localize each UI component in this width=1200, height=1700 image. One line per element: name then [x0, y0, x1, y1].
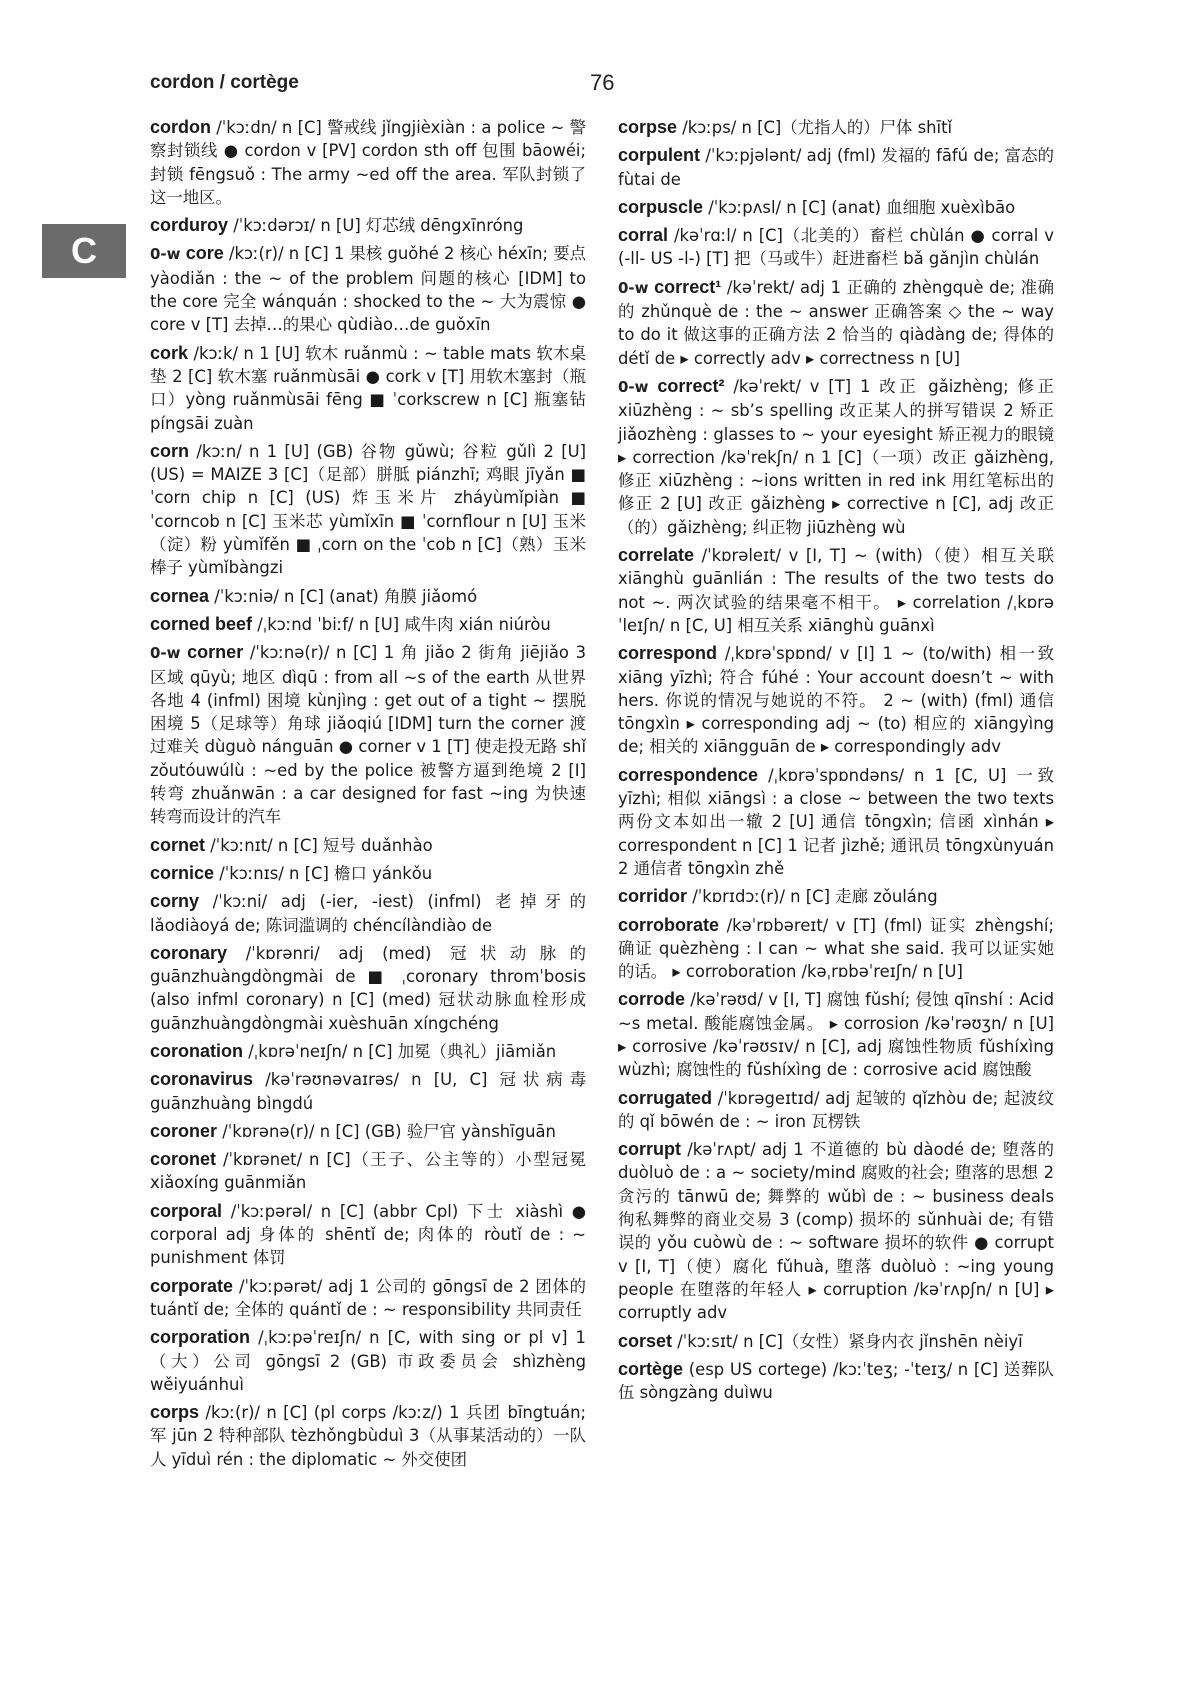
headword: coronet [150, 1149, 217, 1170]
dictionary-entry [150, 1200, 586, 1270]
entry-definition: /ˈkɔːsɪt/ n [C]（女性）紧身内衣 jǐnshēn nèiyī [677, 1331, 1023, 1351]
entry-definition: (esp US cortege) /kɔːˈteʒ; -ˈteɪʒ/ n [C] 送葬队伍 sòngzàng duìwu [618, 1359, 1054, 1403]
entry-definition: /ˌkɒrəˈspɒndəns/ n 1 [C, U] 一致 yīzhì; 相似 xiāngsì : a close ~ between the two texts 两份文本如出一辙 2 [U] 通信 tōngxìn; 信函 xìnhán ▸ correspondent n [C] 1 记者 jìzhě; 通讯员 tōngxùnyuán 2 通信者 tōngxìn zhě [618, 765, 1054, 878]
dictionary-entry [618, 116, 1054, 139]
dictionary-entry [150, 613, 586, 636]
entry-definition: /ˈkɒrɪdɔː(r)/ n [C] 走廊 zǒuláng [692, 887, 938, 907]
dictionary-entry [150, 585, 586, 608]
entry-definition: /ˈkɔːdn/ n [C] 警戒线 jǐngjièxiàn : a police ~ 警察封锁线 ● cordon v [PV] cordon sth off 包围 bāowéi; 封锁 fēngsuǒ : The army ~ed off the area. 军队封锁了这一地区。 [150, 118, 586, 207]
headword: cork [150, 342, 189, 363]
headword: corned beef [150, 613, 253, 634]
headword: coronavirus [150, 1069, 254, 1090]
dictionary-entry [150, 116, 586, 209]
dictionary-entry [150, 890, 586, 937]
headword: core [185, 243, 224, 264]
letter-thumb-tab: C [42, 224, 126, 278]
headword: corrugated [618, 1087, 713, 1108]
dictionary-entry [618, 224, 1054, 271]
entry-definition: /ˌkɔːpəˈreɪʃn/ n [C, with sing or pl v] 1（大）公司 gōngsī 2 (GB) 市政委员会 shìzhèng wěiyuánhuì [150, 1328, 586, 1394]
dictionary-entry [618, 1330, 1054, 1353]
entry-definition: /kəˈrəʊnəvaɪrəs/ n [U, C] 冠状病毒 guānzhuàng bìngdú [150, 1070, 586, 1113]
oxford-key-icon: 0-w [150, 644, 188, 663]
headword: corporate [150, 1275, 234, 1296]
dictionary-entry [618, 144, 1054, 191]
oxford-key-icon: 0-w [618, 377, 658, 396]
dictionary-entry [150, 1326, 586, 1396]
entry-definition: /ˈkɔːnɪs/ n [C] 檐口 yánkǒu [219, 863, 433, 883]
headword: corpse [618, 117, 678, 137]
entry-definition: /ˈkɔːdərɔɪ/ n [U] 灯芯绒 dēngxīnróng [233, 216, 524, 236]
left-column [150, 116, 586, 1476]
entry-definition: /ˈkɔːnə(r)/ n [C] 1 角 jiǎo 2 街角 jiējiǎo 3 区域 qūyù; 地区 dìqū : from all ~s of the earth 从世界各地 4 (infml) 困境 kùnjìng : get out of a tight ~ 摆脱困境 5（足球等）角球 jiǎoqiú [IDM] turn the corner 渡过难关 dùguò nánguān ● corner v 1 [T] 使走投无路 shǐ zǒutóuwúlù : ~ed by the police 被警方逼到绝境 2 [I] 转弯 zhuǎnwān : a car designed for fast ~ing 为快速转弯而设计的汽车 [150, 643, 586, 827]
dictionary-entry [618, 914, 1054, 984]
dictionary-entry [618, 642, 1054, 758]
headword: corner [187, 642, 244, 663]
headword: correct² [657, 375, 725, 396]
dictionary-entry [150, 214, 586, 237]
headword: corporation [150, 1327, 251, 1348]
headword: coronary [150, 942, 228, 963]
page-number: 76 [590, 70, 615, 95]
dictionary-entry [150, 862, 586, 885]
headword: coronation [150, 1040, 243, 1061]
entry-definition: /ˈkɔːpərəl/ n [C] (abbr Cpl) 下士 xiàshì ● corporal adj 身体的 shēntǐ de; 肉体的 ròutǐ de : ~ punishment 体罚 [150, 1201, 586, 1268]
headword: corset [618, 1330, 673, 1351]
dictionary-entry [150, 942, 586, 1035]
dictionary-entry [618, 196, 1054, 219]
headword: correct¹ [654, 276, 722, 297]
dictionary-entry [618, 1087, 1054, 1134]
dictionary-entry [150, 440, 586, 580]
entry-definition: /ˈkɔːnɪt/ n [C] 短号 duǎnhào [210, 835, 433, 855]
entry-definition: /kɔːn/ n 1 [U] (GB) 谷物 gǔwù; 谷粒 gǔlì 2 [U] (US) = MAIZE 3 [C]（足部）胼胝 piánzhī; 鸡眼 jīyǎn ■ ˈcorn chip n [C] (US) 炸玉米片 zháyùmǐpiàn ■ ˈcorncob n [C] 玉米芯 yùmǐxīn ■ ˈcornflour n [U] 玉米（淀）粉 yùmǐfěn ■ ˌcorn on the ˈcob n [C]（熟）玉米棒子 yùmǐbàngzi [150, 441, 586, 578]
running-head: cordon / cortège [150, 72, 299, 93]
entry-definition: /kəˈrɑːl/ n [C]（北美的）畜栏 chùlán ● corral v (-ll- US -l-) [T] 把（马或牛）赶进畜栏 bǎ gǎnjìn chùlán [618, 226, 1054, 269]
dictionary-entry [150, 641, 586, 828]
dictionary-entry [618, 375, 1054, 539]
dictionary-entry [618, 544, 1054, 637]
headword: corrupt [618, 1139, 681, 1160]
entry-definition: /ˈkɔːpərət/ adj 1 公司的 gōngsī de 2 团体的 tuántǐ de; 全体的 quántǐ de : ~ responsibility 共同责任 [150, 1276, 586, 1319]
entry-definition: /ˌkɒrəˈspɒnd/ v [I] 1 ~ (to/with) 相一致 xiāng yīzhì; 符合 fúhé : Your account doesn’t ~ with hers. 你说的情况与她说的不符。 2 ~ (with) (fml) 通信 tōngxìn ▸ corresponding adj ~ (to) 相应的 xiāngyìng de; 相关的 xiāngguān de ▸ correspondingly adv [618, 644, 1054, 757]
entry-definition: /kəˈrekt/ v [T] 1 改正 gǎizhèng; 修正 xiūzhèng : ~ sb’s spelling 改正某人的拼写错误 2 矫正 jiǎozhèng : glasses to ~ your eyesight 矫正视力的眼镜 ▸ correction /kəˈrekʃn/ n 1 [C]（一项）改正 gǎizhèng, 修正 xiūzhèng : ~ions written in red ink 用红笔标出的修正 2 [U] 改正 gǎizhèng ▸ corrective n [C], adj 改正（的）gǎizhèng; 纠正物 jiūzhèng wù [618, 376, 1055, 537]
entry-definition: /ˈkɒrənə(r)/ n [C] (GB) 验尸官 yànshīguān [222, 1121, 556, 1141]
headword: corn [150, 440, 190, 461]
headword: cortège [618, 1358, 684, 1379]
dictionary-entry [150, 834, 586, 857]
dictionary-entry [150, 342, 586, 435]
entry-definition: /ˈkɔːpjələnt/ adj (fml) 发福的 fāfú de; 富态的 fùtai de [618, 146, 1054, 189]
dictionary-entry [150, 1040, 586, 1063]
entry-definition: /ˈkɔːpʌsl/ n [C] (anat) 血细胞 xuèxìbāo [708, 197, 1016, 217]
entry-definition: /ˈkɒrənet/ n [C]（王子、公主等的）小型冠冕 xiǎoxíng guānmiǎn [150, 1150, 586, 1193]
entry-definition: /kəˈrəʊd/ v [I, T] 腐蚀 fǔshí; 侵蚀 qīnshí : Acid ~s metal. 酸能腐蚀金属。 ▸ corrosion /kəˈrəʊʒn/ n [U] ▸ corrosive /kəˈrəʊsɪv/ n [C], adj 腐蚀性物质 fǔshíxìng wùzhì; 腐蚀性的 fǔshíxìng de : corrosive acid 腐蚀酸 [618, 990, 1054, 1080]
dictionary-entry [150, 242, 586, 336]
headword: cornea [150, 585, 210, 606]
headword: corps [150, 1402, 200, 1423]
headword: corroborate [618, 914, 720, 935]
dictionary-entry [150, 1068, 586, 1115]
dictionary-entry [618, 1138, 1054, 1324]
entry-definition: /ˈkɔːni/ adj (-ier, -iest) (infml) 老掉牙的 lǎodiàoyá de; 陈词滥调的 chéncílàndiào de [150, 892, 586, 935]
dictionary-entry [618, 885, 1054, 908]
entry-definition: /ˈkɔːniə/ n [C] (anat) 角膜 jiǎomó [214, 586, 478, 606]
dictionary-entry [618, 1358, 1054, 1405]
headword: correspond [618, 643, 718, 664]
entry-definition: /kɔːps/ n [C]（尤指人的）尸体 shītǐ [682, 118, 953, 137]
entry-definition: /kəˈrɒbəreɪt/ v [T] (fml) 证实 zhèngshí; 确证 quèzhèng : I can ~ what she said. 我可以证实她的话。 ▸ corroboration /kəˌrɒbəˈreɪʃn/ n [U] [618, 915, 1054, 982]
entry-definition: /kɔː(r)/ n [C] 1 果核 guǒhé 2 核心 héxīn; 要点 yàodiǎn : the ~ of the problem 问题的核心 [IDM] to the core 完全 wánquán : shocked to the ~ 大为震惊 ● core v [T] 去掉…的果心 qùdiào…de guǒxīn [150, 244, 586, 335]
oxford-key-icon: 0-w [150, 245, 186, 264]
entry-definition: /kəˈrʌpt/ adj 1 不道德的 bù dàodé de; 堕落的 duòluò de : a ~ society/mind 腐败的社会; 堕落的思想 2 贪污的 tānwū de; 舞弊的 wǔbì de : ~ business deals 徇私舞弊的商业交易 3 (comp) 损坏的 sǔnhuài de; 有错误的 yǒu cuòwù de : ~ software 损坏的软件 ● corrupt v [I, T]（使）腐化 fǔhuà, 堕落 duòluò : ~ing young people 在堕落的年轻人 ▸ corruption /kəˈrʌpʃn/ n [U] ▸ corruptly adv [618, 1140, 1054, 1323]
headword: cornet [150, 834, 206, 855]
dictionary-entry [618, 988, 1054, 1081]
entry-definition: /ˈkɒrənri/ adj (med) 冠状动脉的 guānzhuàngdòngmài de ■ ˌcoronary thromˈbosis (also infml coronary) n [C] (med) 冠状动脉血栓形成 guānzhuàngdòngmài xuèshuān xíngchéng [150, 943, 587, 1033]
entry-definition: /ˈkɒrəgeɪtɪd/ adj 起皱的 qǐzhòu de; 起波纹的 qǐ bōwén de : ~ iron 瓦楞铁 [618, 1088, 1054, 1131]
entry-definition: /kɔː(r)/ n [C] (pl corps /kɔːz/) 1 兵团 bīngtuán; 军 jūn 2 特种部队 tèzhǒngbùduì 3（从事某活动的）一队人 yīduì rén : the diplomatic ~ 外交使团 [150, 1403, 586, 1469]
headword: corpulent [618, 145, 701, 166]
dictionary-entry [618, 764, 1054, 880]
dictionary-entry [150, 1401, 586, 1471]
dictionary-entry [618, 276, 1054, 370]
headword: corral [618, 225, 669, 246]
headword: corduroy [150, 215, 229, 236]
entry-definition: /kəˈrekt/ adj 1 正确的 zhèngquè de; 准确的 zhǔnquè de : the ~ answer 正确答案 ◇ the ~ way to do it 做这事的正确方法 2 恰当的 qiàdàng de; 得体的 détǐ de ▸ correctly adv ▸ correctness n [U] [618, 277, 1054, 368]
headword: corporal [150, 1200, 223, 1221]
dictionary-entry [150, 1148, 586, 1195]
headword: coroner [150, 1120, 218, 1141]
headword: cordon [150, 117, 211, 137]
headword: corridor [618, 886, 688, 907]
oxford-key-icon: 0-w [618, 278, 655, 297]
headword: correspondence [618, 764, 759, 785]
headword: cornice [150, 862, 215, 883]
headword: correlate [618, 545, 695, 566]
headword: corrode [618, 989, 686, 1010]
headword: corpuscle [618, 196, 704, 217]
entry-definition: /ˌkɔːnd ˈbiːf/ n [U] 咸牛肉 xián niúròu [257, 614, 551, 634]
entry-definition: /ˌkɒrəˈneɪʃn/ n [C] 加冕（典礼）jiāmiǎn [248, 1041, 557, 1061]
entry-definition: /kɔːk/ n 1 [U] 软木 ruǎnmù : ~ table mats 软木桌垫 2 [C] 软木塞 ruǎnmùsāi ● cork v [T] 用软木塞封（瓶口）yòng ruǎnmùsāi fēng ■ ˈcorkscrew n [C] 瓶塞钻 píngsāi zuàn [150, 343, 586, 433]
headword: corny [150, 891, 200, 912]
entry-definition: /ˈkɒrəleɪt/ v [I, T] ~ (with)（使）相互关联 xiānghù guānlián : The results of the two tests do not ~. 两次试验的结果毫不相干。 ▸ correlation /ˌkɒrəˈleɪʃn/ n [C, U] 相互关系 xiānghù guānxì [618, 546, 1054, 635]
right-column [618, 116, 1054, 1409]
dictionary-entry [150, 1275, 586, 1322]
dictionary-entry [150, 1120, 586, 1143]
